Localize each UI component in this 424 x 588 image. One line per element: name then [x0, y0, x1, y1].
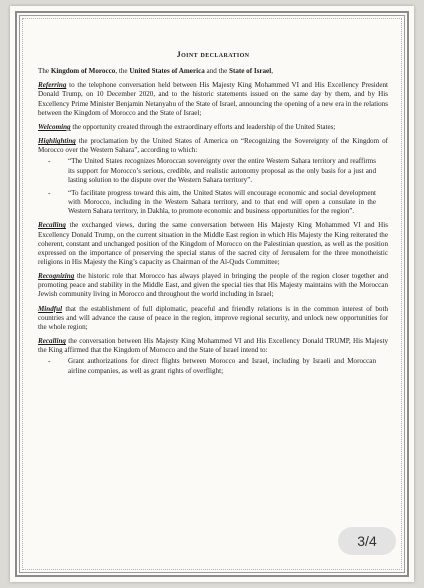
paragraph-referring: [38, 81, 388, 118]
list-item: [38, 357, 388, 375]
document-body: [38, 50, 388, 381]
party-israel: State of Israel: [229, 67, 272, 76]
list-item-text: “The United States recognizes Moroccan sovereignty over the entire Western Sahara territory and reaffirms its support for Morocco’s serious, credible, and realistic autonomy proposal as the only basis for a just and lasting solution to the dispute over the Western Sahara territory”.: [68, 157, 376, 184]
paragraph-keyword: Welcoming: [38, 122, 71, 131]
paragraph-keyword: Recalling: [38, 337, 66, 346]
intro-text: The: [38, 67, 51, 76]
paragraph-recalling-conversation: [38, 337, 388, 355]
paragraph-text: the conversation between His Majesty King Mohammed VI and His Excellency Donald TRUMP, His Majesty the King affirmed that the Kingdom of Morocco and the State of Israel intend to:: [38, 337, 388, 355]
list-item-text: Grant authorizations for direct flights between Morocco and Israel, including by Israeli and Moroccan airline companies, as well as grant rights of overflight;: [68, 357, 376, 375]
paragraph-mindful: [38, 305, 388, 332]
paragraph-text: the proclamation by the United States of America on “Recognizing the Sovereignty of the Kingdom of Morocco over the Western Sahara”, according to which:: [38, 137, 388, 155]
paragraph-keyword: Highlighting: [38, 137, 76, 146]
list-item: [38, 157, 388, 184]
list-item: [38, 189, 388, 216]
document-page: [10, 6, 414, 582]
party-usa: United States of America: [129, 67, 205, 76]
intro-text: and the: [204, 67, 230, 76]
paragraph-recalling-views: [38, 221, 388, 267]
intro-text: , the: [115, 67, 130, 76]
paragraph-text: the opportunity created through the extraordinary efforts and leadership of the United States;: [70, 122, 336, 131]
document-title: Joint declaration: [176, 50, 250, 59]
paragraph-keyword: Recognizing: [38, 272, 75, 281]
paragraph-keyword: Mindful: [38, 304, 63, 313]
list-dash: -: [48, 188, 51, 197]
page-counter-badge: 3/4: [338, 527, 396, 555]
intentions-list: [38, 357, 388, 375]
intro-paragraph: [38, 67, 388, 76]
quoted-proclamation-list: [38, 157, 388, 216]
list-item-text: “To facilitate progress toward this aim, the United States will encourage economic and social development with Morocco, including in the Western Sahara territory, and to that end will open a consulate in the Western Sahara territory, in Dakhla, to promote economic and business opportunities for the region”.: [68, 188, 376, 216]
paragraph-welcoming: [38, 123, 388, 132]
paragraph-highlighting: [38, 137, 388, 155]
paragraph-recognizing: [38, 272, 388, 299]
list-dash: -: [48, 157, 51, 166]
paragraph-text: that the establishment of full diplomatic, peaceful and friendly relations is in the common interest of both countries and will advance the cause of peace in the region, improve regional security, and unlock new opportunities for the whole region;: [38, 304, 388, 331]
list-dash: -: [48, 357, 51, 366]
paragraph-text: the historic role that Morocco has always played in bringing the people of the region closer together and promoting peace and stability in the Middle East, and given the special ties that His Majesty maintains with the Moroccan Jewish community living in Morocco and throughout the world including in Israel;: [38, 272, 388, 299]
paragraph-text: the exchanged views, during the same conversation between His Majesty King Mohammed VI and His Excellency Donald Trump, on the current situation in the Middle East region in which His Majesty the King reiterated the coherent, constant and unchanged position of the Kingdom of Morocco on the Palestinian question, as well as the position expressed on the importance of preserving the special status of the sacred city of Jerusalem for the three monotheistic religions in His Majesty the King’s capacity as Chairman of the Al-Quds Committee;: [38, 221, 388, 266]
paragraph-text: to the telephone conversation held between His Majesty King Mohammed VI and His Excellency President Donald Trump, on 10 December 2020, and to the historic statements issued on the same day by them, and by His Excellency Prime Minister Benjamin Netanyahu of the State of Israel, announcing the opening of a new era in the relations between the Kingdom of Morocco and the State of Israel;: [38, 81, 388, 117]
intro-text: ,: [271, 67, 273, 76]
paragraph-keyword: Recalling: [38, 221, 66, 230]
paragraph-keyword: Referring: [38, 81, 67, 90]
party-morocco: Kingdom of Morocco: [50, 67, 116, 76]
